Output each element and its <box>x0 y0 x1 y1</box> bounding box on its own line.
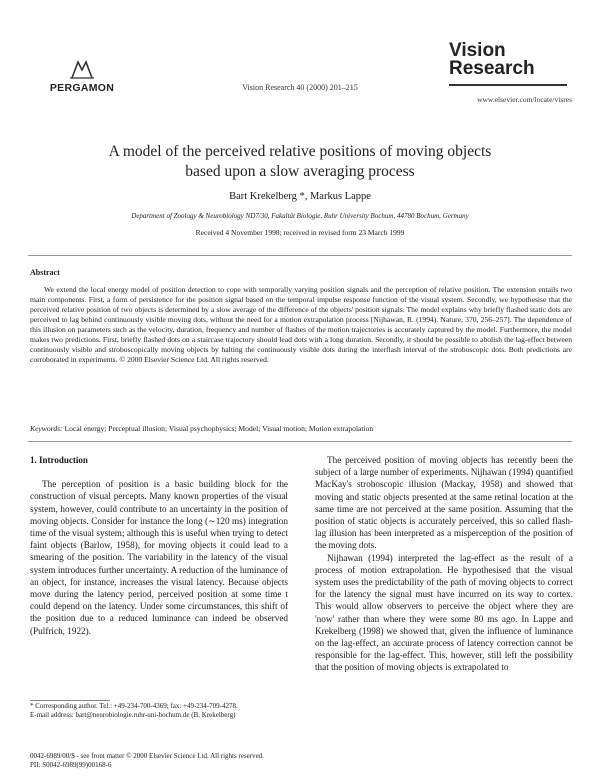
issn-block <box>30 752 430 770</box>
pii-line: PII: S0042-6989(99)00168-6 <box>30 761 112 769</box>
abstract-heading: Abstract <box>30 268 60 277</box>
paragraph: Nijhawan (1994) interpreted the lag-effect as the result of a process of motion extrapolation. He hypothesised that the visual system uses the predictability of the path of moving objects to correct for the latency the signal must have incurred on its way to cortex. This would allow observers to perceive the object where they are 'now' rather than where they were some 80 ms ago. In Lappe and Krekelberg (1998) we showed that, given the influence of luminance on the lag-effect, an accurate process of latency correction cannot be responsible for the lag-effect. This, however, still left the possibility that the position of moving objects is extrapolated to <box>315 552 573 673</box>
journal-brand <box>449 42 569 86</box>
body-column-right <box>315 454 573 674</box>
divider-top <box>28 255 572 256</box>
publisher-name: PERGAMON <box>49 82 115 94</box>
footnote-correspondence: * Corresponding author. Tel.: +49-234-700-4369; fax: +49-234-709-4278. <box>30 702 238 710</box>
divider-bottom <box>28 441 572 442</box>
footnote-rule <box>30 700 110 701</box>
abstract-text: We extend the local energy model of position detection to cope with temporally varying position signals and the perception of relative position. The extension entails two main components. First, a form of persistence for the position signal based on the temporal impulse response function of the visual system. Secondly, we hypothesise that the perceived relative position of two objects is determined by a slow average of the difference of the objects' position signals. The model explains why briefly flashed static dots are perceived to lag behind continuously visible moving dots, without the need for a motion extrapolation process [Nijhawan, R. (1994). Nature, 370, 256–257]. The dependence of this illusion on parameters such as the velocity, duration, frequency and number of flashes of the motion trajectories is accurately captured by the model. Furthermore, the model makes two predictions. First, briefly flashed dots on a staircase trajectory should lead dots with a long duration. Secondly, it should be possible to abolish the lag-effect between continuously visible and stroboscopically moving objects by halting the continuously visible dots during the interflash interval of the stroboscopic dots. Both predictions are corroborated in experiments. © 2000 Elsevier Science Ltd. All rights reserved. <box>30 285 572 364</box>
title-line-2: based upon a slow averaging process <box>185 163 415 180</box>
keywords-list: Local energy; Perceptual illusion; Visual psychophysics; Model; Visual motion; Motion extrapolation <box>64 424 374 433</box>
brand-rule <box>449 84 567 86</box>
author-affiliation: Department of Zoology & Neurobiology ND7/30, Fakultät Biologie, Ruhr University Bochum, 44780 Bochum, Germany <box>131 212 469 220</box>
brand-line-1: Vision <box>449 40 506 61</box>
section-heading: 1. Introduction <box>30 455 88 465</box>
received-dates: Received 4 November 1998; received in revised form 23 March 1999 <box>195 228 405 237</box>
journal-reference: Vision Research 40 (2000) 201–215 <box>242 83 358 92</box>
footnote <box>30 702 288 720</box>
keywords <box>30 424 572 433</box>
paragraph: The perception of position is a basic building block for the construction of visual percepts. Many known properties of the visual system, however, could contribute to an uncertainty in the position of moving objects. Consider for instance the long (∼120 ms) integration time of the visual system; although this is useful when trying to detect faint objects (Barlow, 1958), for moving objects it could lead to a smearing of the position. The variability in the latency of the visual system introduces further uncertainty. A reduction of the luminance of an object, for instance, increases the visual latency. Because objects move during the latency period, perceived position at some time t could depend on the latency. Under some circumstances, this shift of the position due to a reduced luminance can indeed be observed (Pulfrich, 1922). <box>30 479 288 636</box>
pergamon-emblem-icon <box>68 58 96 80</box>
article-title <box>40 142 560 182</box>
journal-url[interactable]: www.elsevier.com/locate/visres <box>477 95 572 104</box>
brand-line-2: Research <box>449 58 535 79</box>
issn-line: 0042-6989/00/$ - see front matter © 2000 Elsevier Science Ltd. All rights reserved. <box>30 752 264 760</box>
paragraph: The perceived position of moving objects has recently been the subject of a large number of experiments. Nijhawan (1994) quantified MacKay's stroboscopic illusion (Mackay, 1958) and showed that moving and static objects presented at the same retinal location at the same time are not perceived at the same position. Assuming that the position of static objects is accurately perceived, this so called flash-lag illusion has been interpreted as a misperception of the position of the moving dots. <box>315 455 573 551</box>
keywords-label: Keywords: <box>30 424 63 433</box>
body-column-left <box>30 454 288 637</box>
title-line-1: A model of the perceived relative positions of moving objects <box>108 143 492 160</box>
footnote-email: E-mail address: bart@neurobiologie.ruhr-uni-bochum.de (B. Krekelberg) <box>30 711 236 719</box>
article-authors: Bart Krekelberg *, Markus Lappe <box>229 191 371 202</box>
